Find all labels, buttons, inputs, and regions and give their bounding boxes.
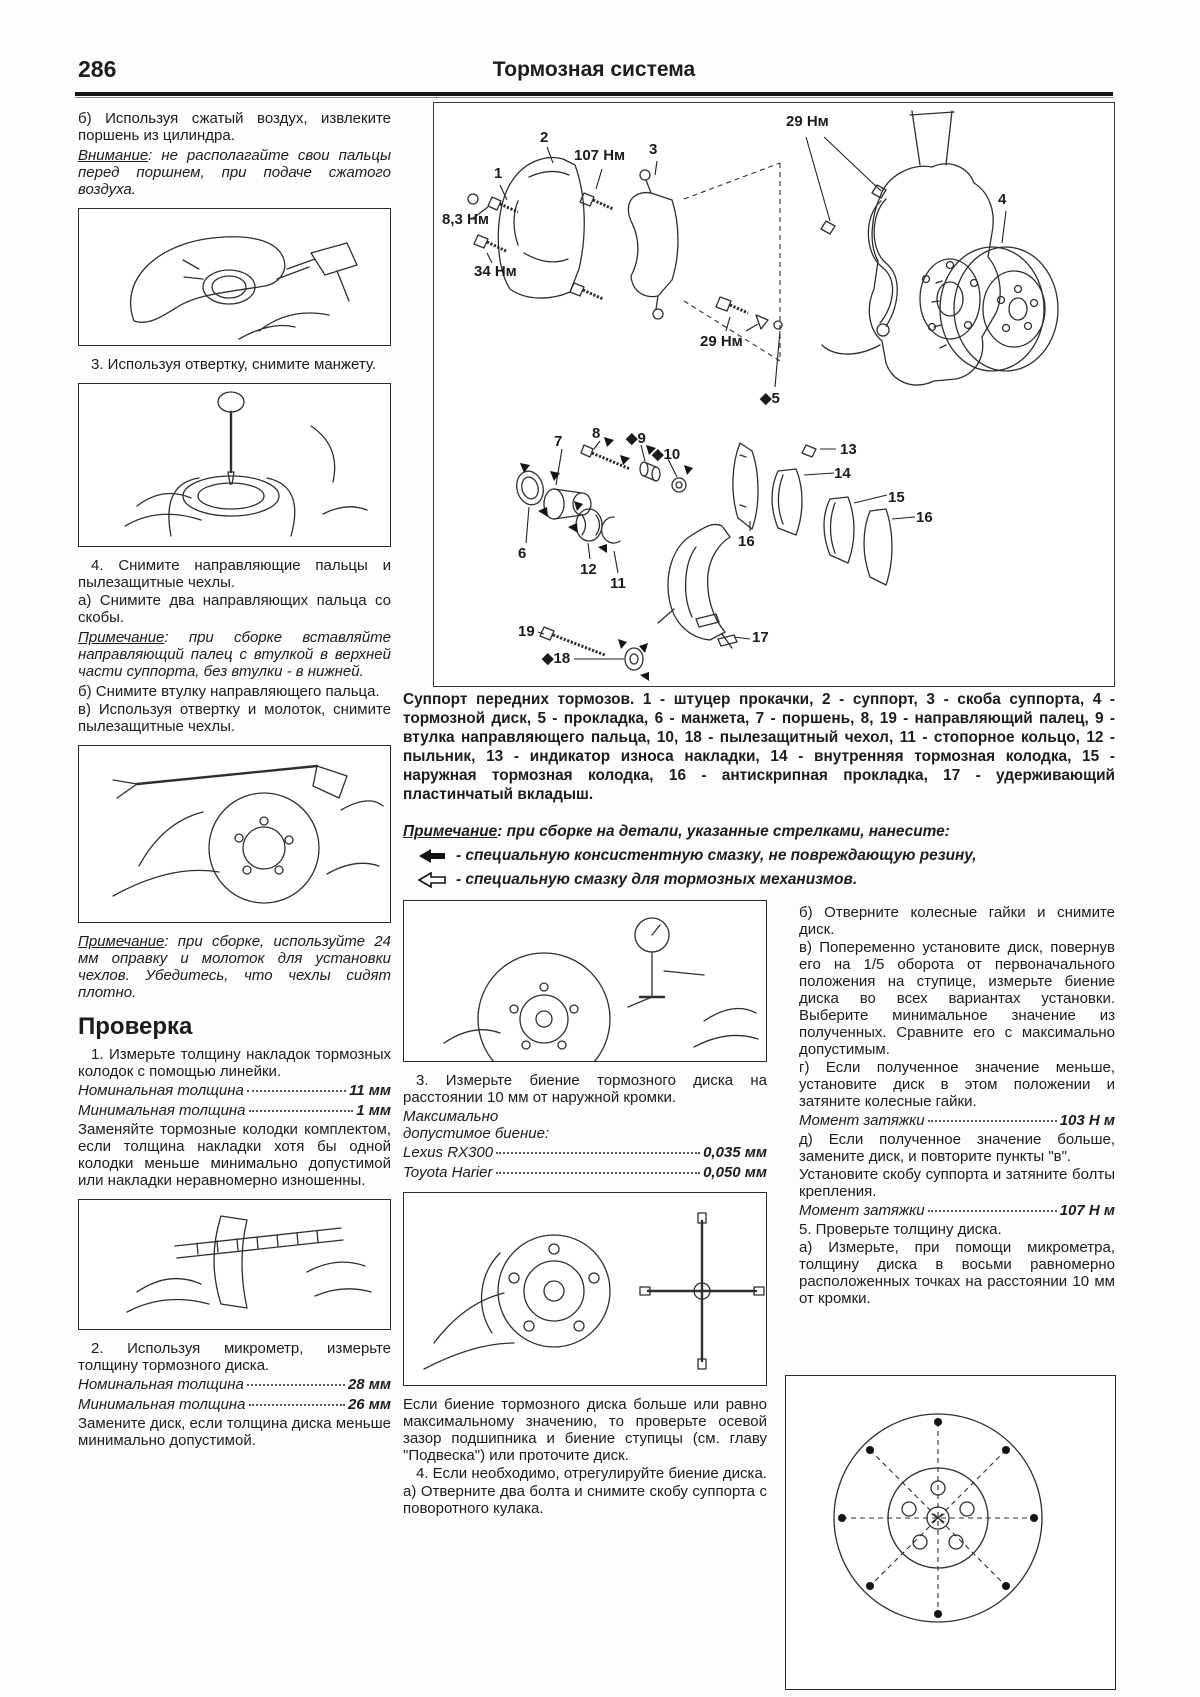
grease-arrow-row-filled — [403, 847, 1115, 865]
dotted-leader — [496, 1172, 701, 1174]
middle-column — [403, 900, 767, 1518]
spec-row-nominal-disc — [78, 1375, 391, 1394]
paragraph-check2: 2. Используя микрометр, измерьте толщину тормозного диска. — [78, 1340, 391, 1374]
dotted-leader — [928, 1120, 1057, 1122]
paragraph-step4: 4. Снимите направляющие пальцы и пылезащитные чехлы. — [78, 557, 391, 591]
header-rule — [75, 92, 1113, 98]
paragraph-micrometer-8-points: а) Измерьте, при помощи микрометра, толщину диска в восьми равномерно расположенных точках на расстоянии 10 мм от кромки. — [799, 1239, 1115, 1307]
piston-removal-sketch — [79, 209, 389, 345]
dotted-leader — [249, 1110, 354, 1112]
paragraph-runout-compare: Если биение тормозного диска больше или равно максимальному значению, то проверьте осевой зазор подшипника и биение ступицы (см. главу "Подвеска") или проточите диск. — [403, 1396, 767, 1464]
spec-value: 0,035 мм — [703, 1144, 767, 1161]
spec-row-minimal-disc — [78, 1395, 391, 1414]
filled-left-arrow-icon — [417, 848, 447, 864]
torque-label-29-mid: 29 Нм — [700, 333, 743, 350]
assembly-pin-note — [78, 629, 391, 680]
part-label-1: 1 — [494, 165, 503, 182]
runout-measure-sketch — [404, 901, 765, 1061]
spec-row-minimal-pad — [78, 1101, 391, 1120]
part-label-8: 8 — [592, 425, 601, 442]
paragraph-replace-disc: Замените диск, если толщина диска меньше минимально допустимой. — [78, 1415, 391, 1449]
diagram-caption: Суппорт передних тормозов. 1 - штуцер прокачки, 2 - суппорт, 3 - скоба суппорта, 4 - тормозной диск, 5 - прокладка, 6 - манжета, 7 - поршень, 8, 19 - направляющий палец, 9 - втулка направляющего пальца, 10, 18 - пылезащитный чехол, 11 - стопорное кольцо, 12 - пыльник, 13 - индикатор износа накладки, 14 - внутренняя тормозная колодка, 15 - наружная тормозная колодка, 16 - антискрипная прокладка, 17 - удерживающий пластинчатый вкладыш. — [403, 691, 1115, 803]
part-label-11: 11 — [610, 575, 626, 592]
spec-value: 1 мм — [356, 1102, 391, 1119]
section-heading-check: Проверка — [78, 1013, 193, 1040]
dotted-leader — [247, 1090, 346, 1092]
part-label-6: 6 — [518, 545, 527, 562]
part-label-4: 4 — [998, 191, 1007, 208]
dotted-leader — [928, 1210, 1057, 1212]
remove-seal-sketch — [79, 384, 389, 546]
spec-value: 107 Н м — [1059, 1202, 1115, 1219]
paragraph-reinstall-disc: в) Попеременно установите диск, повернув его на 1/5 оборота от первоначального положения на ступице, измерьте биение диска во всех вариантах установки. Выберите минимальное значение из полученных. Сравните его с максимально допустимым. — [799, 939, 1115, 1058]
spec-label: Номинальная толщина — [78, 1376, 244, 1393]
paragraph-step4b: б) Снимите втулку направляющего пальца. — [78, 683, 380, 700]
dotted-leader — [496, 1152, 700, 1154]
dotted-leader — [249, 1404, 345, 1406]
runout-spec-intro-1: Максимально — [403, 1108, 499, 1125]
assembly-boot-note — [78, 933, 391, 1001]
note-label: Примечание — [78, 629, 165, 646]
figure-disc-measure-points — [785, 1375, 1116, 1690]
measure-pad-sketch — [79, 1200, 389, 1329]
spec-label: Момент затяжки — [799, 1202, 925, 1219]
part-label-10: ◆10 — [652, 446, 681, 463]
right-column — [799, 904, 1115, 1308]
paragraph-step4v: в) Используя отвертку и молоток, снимите пылезащитные чехлы. — [78, 701, 391, 735]
remove-boots-sketch — [79, 746, 389, 922]
figure-remove-seal — [78, 383, 391, 547]
outline-left-arrow-icon — [417, 872, 447, 888]
part-label-16-left: 16 — [738, 533, 755, 550]
paragraph-install-bracket: Установите скобу суппорта и затяните болты крепления. — [799, 1166, 1115, 1200]
paragraph-step4a: а) Снимите два направляющих пальца со скобы. — [78, 592, 391, 626]
spec-label: Номинальная толщина — [78, 1082, 244, 1099]
assembly-grease-note — [403, 822, 1115, 889]
part-label-18: ◆18 — [542, 650, 571, 667]
spec-value: 11 мм — [349, 1082, 391, 1099]
figure-measure-pad — [78, 1199, 391, 1330]
torque-label-107: 107 Нм — [574, 147, 626, 164]
dotted-leader — [247, 1384, 345, 1386]
grease-arrow-row-outline — [403, 871, 1115, 889]
warning-text: : не располагайте свои пальцы перед поршнем, при подаче сжатого воздуха. — [78, 147, 391, 198]
note-text: : при сборке вставляйте направляющий палец с втулкой в верхней части суппорта, без втулки - в нижней. — [78, 629, 391, 680]
note-text: : при сборке на детали, указанные стрелками, нанесите: — [497, 823, 950, 840]
torque-label-34: 34 Нм — [474, 263, 517, 280]
spec-value: 103 Н м — [1059, 1112, 1115, 1129]
note-label: Примечание — [78, 933, 165, 950]
part-label-2: 2 — [540, 129, 549, 146]
torque-label-8-3: 8,3 Нм — [442, 211, 489, 228]
warning-note — [78, 147, 391, 198]
hub-wrench-sketch — [404, 1193, 765, 1385]
torque-row-107 — [799, 1201, 1115, 1220]
spec-label: Момент затяжки — [799, 1112, 925, 1129]
part-label-15: 15 — [888, 489, 905, 506]
figure-runout-measure — [403, 900, 767, 1062]
part-label-5: ◆5 — [760, 390, 780, 407]
spec-row-lexus — [403, 1143, 767, 1162]
paragraph-if-less: г) Если полученное значение меньше, установите диск в этом положении и затяните колесные гайки. — [799, 1059, 1115, 1110]
part-label-7: 7 — [554, 433, 563, 450]
spec-value: 26 мм — [347, 1396, 391, 1413]
spec-label: Lexus RX300 — [403, 1144, 494, 1161]
spec-row-harier — [403, 1163, 767, 1182]
left-column — [78, 110, 391, 1450]
spec-value: 0,050 мм — [703, 1164, 767, 1181]
part-label-17: 17 — [752, 629, 769, 646]
page-number: 286 — [78, 56, 117, 82]
paragraph-remove-bracket: а) Отверните два болта и снимите скобу суппорта с поворотного кулака. — [403, 1483, 767, 1517]
grease-note-line — [403, 822, 1115, 841]
part-label-13: 13 — [840, 441, 857, 458]
figure-piston-removal — [78, 208, 391, 346]
part-label-9: ◆9 — [626, 430, 646, 447]
paragraph-measure-runout: 3. Измерьте биение тормозного диска на расстоянии 10 мм от наружной кромки. — [403, 1072, 767, 1106]
page-title: Тормозная система — [492, 58, 696, 81]
spec-label: Минимальная толщина — [78, 1102, 246, 1119]
paragraph-adjust-runout: 4. Если необходимо, отрегулируйте биение диска. — [416, 1465, 767, 1482]
warning-label: Внимание — [78, 147, 149, 164]
figure-remove-boots — [78, 745, 391, 923]
part-label-3: 3 — [649, 141, 658, 158]
part-label-19: 19 — [518, 623, 535, 640]
spec-label: Toyota Harier — [403, 1164, 493, 1181]
paragraph-check1: 1. Измерьте толщину накладок тормозных колодок с помощью линейки. — [78, 1046, 391, 1080]
paragraph-blow-out-piston: б) Используя сжатый воздух, извлеките поршень из цилиндра. — [78, 110, 391, 144]
paragraph-check-thickness: 5. Проверьте толщину диска. — [799, 1221, 1002, 1238]
part-label-12: 12 — [580, 561, 597, 578]
paragraph-if-more: д) Если полученное значение больше, замените диск, и повторите пункты "в". — [799, 1131, 1115, 1165]
torque-row-103 — [799, 1111, 1115, 1130]
torque-label-29-top: 29 Нм — [786, 113, 829, 130]
grease-arrow-text: - специальную консистентную смазку, не повреждающую резину, — [456, 847, 977, 864]
paragraph-remove-wheel-nuts: б) Отверните колесные гайки и снимите диск. — [799, 904, 1115, 938]
note-label: Примечание — [403, 823, 498, 840]
spec-value: 28 мм — [347, 1376, 391, 1393]
grease-arrow-text: - специальную смазку для тормозных механизмов. — [456, 871, 858, 888]
part-label-16-right: 16 — [916, 509, 933, 526]
part-label-14: 14 — [834, 465, 851, 482]
runout-spec-intro-2: допустимое биение: — [403, 1125, 550, 1142]
spec-row-nominal-pad — [78, 1081, 391, 1100]
exploded-diagram — [433, 102, 1115, 687]
paragraph-replace-pads: Заменяйте тормозные колодки комплектом, если толщина накладки хотя бы одной колодки меньше минимально допустимой или накладки неравномерно изношенны. — [78, 1121, 391, 1189]
paragraph-step3: 3. Используя отвертку, снимите манжету. — [91, 356, 377, 373]
note-text: : при сборке, используйте 24 мм оправку и молоток для установки чехлов. Убедитесь, что чехлы сидят плотно. — [78, 933, 391, 1001]
figure-hub-wrench — [403, 1192, 767, 1386]
spec-label: Минимальная толщина — [78, 1396, 246, 1413]
disc-measure-points-sketch — [786, 1376, 1112, 1686]
